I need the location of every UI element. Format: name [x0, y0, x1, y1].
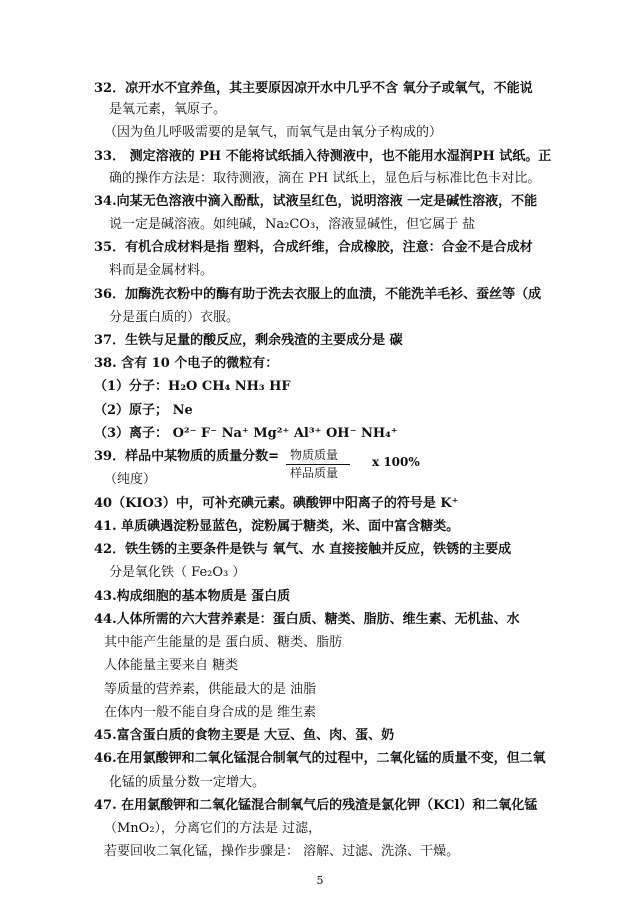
- line-32-a: 32．凉开水不宜养鱼，其主要原因凉开水中几乎不含 氧分子或氧气，不能说: [94, 81, 533, 96]
- line-34-b: 说一定是碱溶液。如纯碱，Na₂CO₃，溶液显碱性，但它属于 盐: [109, 217, 476, 232]
- line-32-b: 是氧元素，氧原子。: [109, 102, 227, 117]
- page-number: 5: [316, 874, 324, 887]
- line-43: 43.构成细胞的基本物质是 蛋白质: [94, 589, 291, 604]
- line-38: 38. 含有 10 个电子的微粒有：: [94, 356, 279, 371]
- line-47-c: 若要回收二氧化锰，操作步骤是： 溶解、过滤、洗涤、干燥。: [104, 844, 460, 859]
- line-46-b: 化锰的质量分数一定增大。: [109, 775, 266, 790]
- line-40: 40（KIO3）中，可补充碘元素。碘酸钾中阳离子的符号是 K⁺: [94, 496, 459, 511]
- line-35-b: 料而是金属材料。: [109, 263, 214, 278]
- line-39: 39．样品中某物质的质量分数=: [94, 449, 279, 464]
- line-35-a: 35．有机合成材料是指 塑料，合成纤维，合成橡胶，注意：合金不是合成材: [94, 240, 533, 255]
- fraction-multiplier: x 100%: [372, 455, 420, 469]
- line-45: 45.富含蛋白质的食物主要是 大豆、鱼、肉、蛋、奶: [94, 728, 395, 743]
- line-42-a: 42．铁生锈的主要条件是铁与 氧气、水 直接接触并反应，铁锈的主要成: [94, 542, 512, 557]
- line-44: 44.人体所需的六大营养素是：蛋白质、糖类、脂肪、维生素、无机盐、水: [94, 612, 520, 627]
- line-36-b: 分是蛋白质的）衣服。: [109, 310, 240, 325]
- line-38-molecules: （1）分子：H₂O CH₄ NH₃ HF: [94, 379, 291, 394]
- line-37: 37．生铁与足量的酸反应，剩余残渣的主要成分是 碳: [94, 333, 403, 348]
- line-38-atoms: （2）原子； Ne: [94, 403, 193, 418]
- line-38-ions: （3）离子： O²⁻ F⁻ Na⁺ Mg²⁺ Al³⁺ OH⁻ NH₄⁺: [94, 426, 398, 441]
- line-44-synthesis: 在体内一般不能自身合成的是 维生素: [104, 705, 317, 720]
- fraction-numerator: 物质质量: [290, 448, 339, 462]
- line-41: 41. 单质碘遇淀粉显蓝色，淀粉属于糖类，米、面中富含糖类。: [94, 519, 460, 534]
- line-44-energy: 其中能产生能量的是 蛋白质、糖类、脂肪: [104, 635, 343, 650]
- line-47-a: 47. 在用氯酸钾和二氧化锰混合制氧气后的残渣是氯化钾（KCl）和二氧化锰: [94, 798, 538, 813]
- line-33-b: 确的操作方法是：取待测液，滴在 PH 试纸上，显色后与标准比色卡对比。: [109, 171, 541, 186]
- line-32-c: （因为鱼儿呼吸需要的是氧气，而氧气是由氧分子构成的）: [104, 125, 443, 140]
- line-39-purity: （纯度）: [104, 472, 157, 487]
- line-34-a: 34.向某无色溶液中滴入酚酞，试液呈红色，说明溶液 一定是碱性溶液，不能: [94, 194, 538, 209]
- line-47-b: （MnO₂），分离它们的方法是 过滤，: [104, 821, 322, 836]
- line-33-a: 33． 测定溶液的 PH 不能将试纸插入待测液中，也不能用水湿润PH 试纸。正: [94, 149, 552, 164]
- fraction-bar: [286, 464, 350, 465]
- fraction-denominator: 样品质量: [290, 466, 339, 480]
- line-44-max-energy: 等质量的营养素，供能最大的是 油脂: [104, 682, 317, 697]
- line-46-a: 46.在用氯酸钾和二氧化锰混合制氧气的过程中，二氧化锰的质量不变，但二氧: [94, 751, 546, 766]
- line-42-b: 分是氧化铁（ Fe₂O₃ ）: [109, 565, 246, 580]
- line-36-a: 36．加酶洗衣粉中的酶有助于洗去衣服上的血渍，不能洗羊毛衫、蚕丝等（成: [94, 287, 542, 302]
- line-44-main-energy: 人体能量主要来自 糖类: [104, 658, 239, 673]
